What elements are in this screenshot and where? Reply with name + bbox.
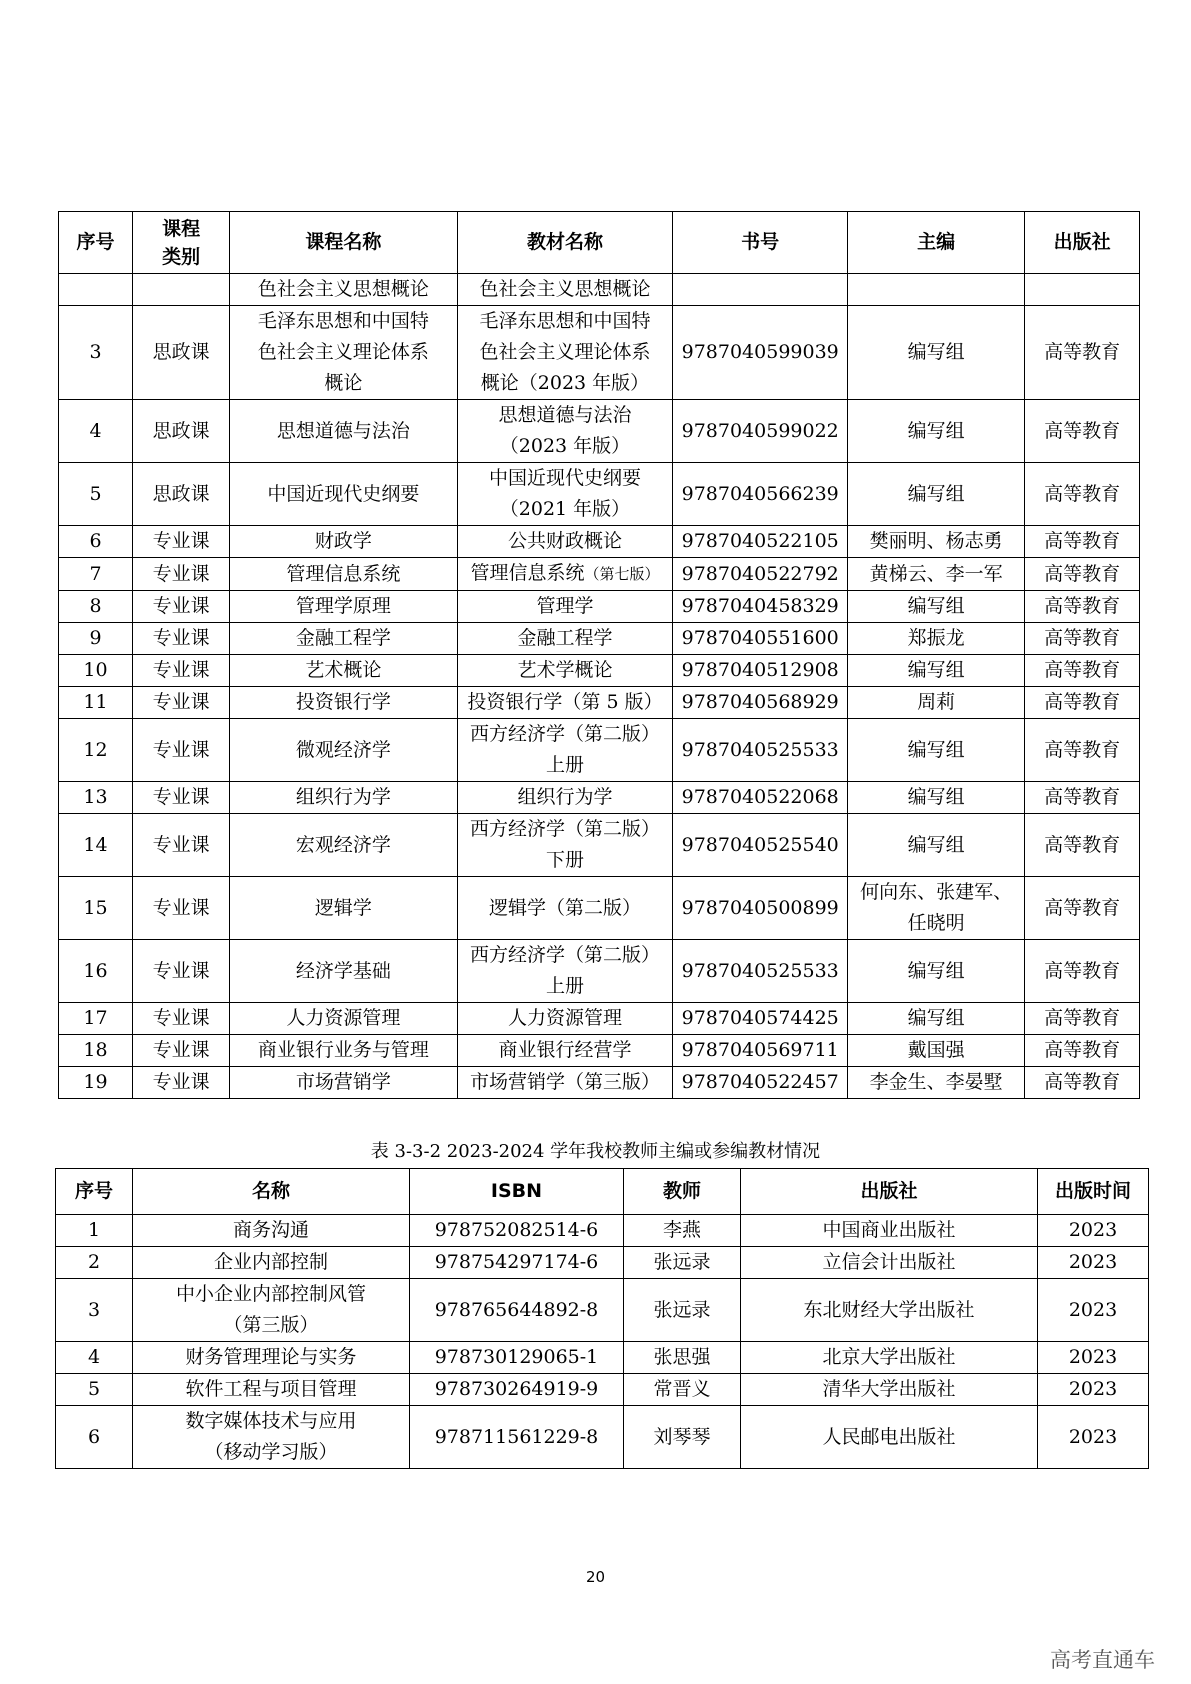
publisher-cell: [1025, 274, 1140, 306]
isbn-cell: 9787040522105: [673, 526, 847, 558]
row-number-cell: 7: [59, 558, 133, 591]
table-row: [56, 1215, 1149, 1247]
course-type-cell: 专业课: [133, 655, 230, 687]
textbook-name-cell: 中国近现代史纲要 （2021 年版）: [457, 463, 673, 526]
isbn-cell: 978765644892-8: [410, 1279, 624, 1342]
isbn-cell: 9787040566239: [673, 463, 847, 526]
textbook-name-cell: 企业内部控制: [133, 1247, 410, 1279]
textbook-name-cell: 数字媒体技术与应用 （移动学习版）: [133, 1406, 410, 1469]
table-row: [59, 1035, 1140, 1067]
course-type-cell: 专业课: [133, 687, 230, 719]
editor-cell: 编写组: [847, 400, 1024, 463]
course-name-cell: 管理学原理: [230, 591, 457, 623]
watermark-text: 高考直通车: [1050, 1648, 1155, 1672]
header-cell: 出版社: [741, 1169, 1038, 1215]
publisher-cell: 高等教育: [1025, 782, 1140, 814]
publish-year-cell: 2023: [1038, 1279, 1149, 1342]
row-number-cell: 14: [59, 814, 133, 877]
table-row: [59, 1067, 1140, 1099]
course-type-cell: 专业课: [133, 1035, 230, 1067]
course-type-cell: 专业课: [133, 782, 230, 814]
publisher-cell: 高等教育: [1025, 719, 1140, 782]
table-row: [59, 687, 1140, 719]
publisher-cell: 高等教育: [1025, 558, 1140, 591]
textbook-name-cell: 中小企业内部控制风管 （第三版）: [133, 1279, 410, 1342]
row-number-cell: 4: [56, 1342, 133, 1374]
textbook-name-text: 管理信息系统: [470, 562, 585, 584]
editor-cell: 编写组: [847, 719, 1024, 782]
textbook-table-body: [59, 274, 1140, 1099]
course-name-cell: 财政学: [230, 526, 457, 558]
teacher-cell: 李燕: [624, 1215, 741, 1247]
editor-cell: 编写组: [847, 655, 1024, 687]
row-number-cell: 12: [59, 719, 133, 782]
publish-year-cell: 2023: [1038, 1342, 1149, 1374]
isbn-cell: 9787040522068: [673, 782, 847, 814]
isbn-cell: 9787040599022: [673, 400, 847, 463]
editor-cell: 编写组: [847, 814, 1024, 877]
isbn-cell: 9787040569711: [673, 1035, 847, 1067]
row-number-cell: 4: [59, 400, 133, 463]
table-row: [59, 877, 1140, 940]
textbook-name-cell: 组织行为学: [457, 782, 673, 814]
row-number-cell: 18: [59, 1035, 133, 1067]
isbn-cell: 9787040525533: [673, 719, 847, 782]
table-row: [59, 274, 1140, 306]
textbook-name-cell: 管理学: [457, 591, 673, 623]
course-type-cell: 思政课: [133, 400, 230, 463]
course-name-cell: 管理信息系统: [230, 558, 457, 591]
table-row: [59, 463, 1140, 526]
header-cell: [133, 212, 230, 274]
publisher-cell: 立信会计出版社: [741, 1247, 1038, 1279]
course-name-cell: 微观经济学: [230, 719, 457, 782]
row-number-cell: 16: [59, 940, 133, 1003]
row-number-cell: [59, 274, 133, 306]
publisher-cell: 高等教育: [1025, 306, 1140, 400]
header-cell: 序号: [59, 212, 133, 274]
textbook-edition-note: （第七版）: [584, 565, 660, 583]
publisher-cell: 高等教育: [1025, 655, 1140, 687]
publisher-cell: 高等教育: [1025, 877, 1140, 940]
course-name-cell: 色社会主义思想概论: [230, 274, 457, 306]
table-row: [56, 1406, 1149, 1469]
publisher-cell: 高等教育: [1025, 591, 1140, 623]
editor-cell: 李金生、李晏墅: [847, 1067, 1024, 1099]
row-number-cell: 3: [59, 306, 133, 400]
publisher-cell: 高等教育: [1025, 526, 1140, 558]
textbook-name-cell: 艺术学概论: [457, 655, 673, 687]
header-cell: 名称: [133, 1169, 410, 1215]
isbn-cell: [673, 274, 847, 306]
textbook-name-cell: 毛泽东思想和中国特 色社会主义理论体系 概论（2023 年版）: [457, 306, 673, 400]
course-name-cell: 市场营销学: [230, 1067, 457, 1099]
course-type-cell: 思政课: [133, 306, 230, 400]
editor-cell: 编写组: [847, 940, 1024, 1003]
editor-cell: 郑振龙: [847, 623, 1024, 655]
course-name-cell: 毛泽东思想和中国特 色社会主义理论体系 概论: [230, 306, 457, 400]
header-cell: 出版社: [1025, 212, 1140, 274]
teacher-cell: 张思强: [624, 1342, 741, 1374]
header-cell-text: 课程 类别: [162, 217, 201, 268]
textbook-name-cell: 金融工程学: [457, 623, 673, 655]
course-name-cell: 经济学基础: [230, 940, 457, 1003]
textbook-name-cell: 财务管理理论与实务: [133, 1342, 410, 1374]
course-type-cell: 专业课: [133, 877, 230, 940]
row-number-cell: 10: [59, 655, 133, 687]
publisher-cell: 中国商业出版社: [741, 1215, 1038, 1247]
course-name-cell: 组织行为学: [230, 782, 457, 814]
editor-cell: [847, 274, 1024, 306]
table-row: [59, 558, 1140, 591]
table-row: [59, 623, 1140, 655]
table-row: [56, 1279, 1149, 1342]
publisher-cell: 高等教育: [1025, 814, 1140, 877]
editor-cell: 戴国强: [847, 1035, 1024, 1067]
isbn-cell: 9787040525533: [673, 940, 847, 1003]
teacher-cell: 常晋义: [624, 1374, 741, 1406]
course-type-cell: [133, 274, 230, 306]
isbn-cell: 978711561229-8: [410, 1406, 624, 1469]
textbook-name-cell: 软件工程与项目管理: [133, 1374, 410, 1406]
row-number-cell: 5: [56, 1374, 133, 1406]
row-number-cell: 3: [56, 1279, 133, 1342]
course-type-cell: 专业课: [133, 719, 230, 782]
teacher-textbook-table-body: [56, 1215, 1149, 1469]
page-number: 20: [585, 1568, 606, 1586]
row-number-cell: 11: [59, 687, 133, 719]
course-type-cell: 专业课: [133, 526, 230, 558]
textbook-table: [58, 211, 1140, 1099]
publish-year-cell: 2023: [1038, 1406, 1149, 1469]
header-cell: 教材名称: [457, 212, 673, 274]
isbn-cell: 9787040568929: [673, 687, 847, 719]
editor-cell: 编写组: [847, 1003, 1024, 1035]
publisher-cell: 高等教育: [1025, 623, 1140, 655]
publish-year-cell: 2023: [1038, 1374, 1149, 1406]
header-cell: 主编: [847, 212, 1024, 274]
publisher-cell: 清华大学出版社: [741, 1374, 1038, 1406]
isbn-cell: 9787040522457: [673, 1067, 847, 1099]
isbn-cell: 978730264919-9: [410, 1374, 624, 1406]
editor-cell: 何向东、张建军、 任晓明: [847, 877, 1024, 940]
isbn-cell: 9787040525540: [673, 814, 847, 877]
row-number-cell: 19: [59, 1067, 133, 1099]
textbook-name-cell: 逻辑学（第二版）: [457, 877, 673, 940]
isbn-cell: 9787040522792: [673, 558, 847, 591]
table-row: [56, 1247, 1149, 1279]
textbook-name-cell: 公共财政概论: [457, 526, 673, 558]
textbook-name-cell: 思想道德与法治 （2023 年版）: [457, 400, 673, 463]
course-type-cell: 专业课: [133, 591, 230, 623]
course-type-cell: 专业课: [133, 940, 230, 1003]
teacher-textbook-table: [55, 1168, 1149, 1469]
isbn-cell: 9787040500899: [673, 877, 847, 940]
header-cell: ISBN: [410, 1169, 624, 1215]
isbn-cell: 9787040458329: [673, 591, 847, 623]
textbook-name-cell: 人力资源管理: [457, 1003, 673, 1035]
isbn-cell: 978754297174-6: [410, 1247, 624, 1279]
table-row: [59, 782, 1140, 814]
isbn-cell: 978730129065-1: [410, 1342, 624, 1374]
row-number-cell: 13: [59, 782, 133, 814]
teacher-cell: 刘琴琴: [624, 1406, 741, 1469]
row-number-cell: 6: [56, 1406, 133, 1469]
publisher-cell: 北京大学出版社: [741, 1342, 1038, 1374]
table-header-row: [56, 1169, 1149, 1215]
textbook-name-cell: 投资银行学（第 5 版）: [457, 687, 673, 719]
publisher-cell: 高等教育: [1025, 400, 1140, 463]
teacher-cell: 张远录: [624, 1247, 741, 1279]
table-row: [59, 940, 1140, 1003]
editor-cell: 樊丽明、杨志勇: [847, 526, 1024, 558]
publisher-cell: 高等教育: [1025, 1035, 1140, 1067]
course-name-cell: 逻辑学: [230, 877, 457, 940]
course-name-cell: 金融工程学: [230, 623, 457, 655]
row-number-cell: 2: [56, 1247, 133, 1279]
course-type-cell: 专业课: [133, 814, 230, 877]
isbn-cell: 978752082514-6: [410, 1215, 624, 1247]
course-type-cell: 思政课: [133, 463, 230, 526]
editor-cell: 周莉: [847, 687, 1024, 719]
row-number-cell: 17: [59, 1003, 133, 1035]
header-cell: 教师: [624, 1169, 741, 1215]
table-row: [59, 655, 1140, 687]
publisher-cell: 高等教育: [1025, 940, 1140, 1003]
course-name-cell: 投资银行学: [230, 687, 457, 719]
publisher-cell: 高等教育: [1025, 687, 1140, 719]
table-caption: 表 3-3-2 2023-2024 学年我校教师主编或参编教材情况: [370, 1141, 821, 1162]
editor-cell: 编写组: [847, 782, 1024, 814]
course-type-cell: 专业课: [133, 558, 230, 591]
publisher-cell: 高等教育: [1025, 463, 1140, 526]
textbook-name-cell: 西方经济学（第二版） 上册: [457, 719, 673, 782]
header-cell: 出版时间: [1038, 1169, 1149, 1215]
header-cell: 课程名称: [230, 212, 457, 274]
publisher-cell: 高等教育: [1025, 1067, 1140, 1099]
course-name-cell: 艺术概论: [230, 655, 457, 687]
editor-cell: 编写组: [847, 306, 1024, 400]
course-name-cell: 思想道德与法治: [230, 400, 457, 463]
row-number-cell: 8: [59, 591, 133, 623]
publisher-cell: 东北财经大学出版社: [741, 1279, 1038, 1342]
header-cell: 书号: [673, 212, 847, 274]
table-row: [56, 1374, 1149, 1406]
row-number-cell: 9: [59, 623, 133, 655]
course-name-cell: 人力资源管理: [230, 1003, 457, 1035]
course-name-cell: 宏观经济学: [230, 814, 457, 877]
table-row: [59, 526, 1140, 558]
table-row: [59, 400, 1140, 463]
textbook-name-cell: 西方经济学（第二版） 上册: [457, 940, 673, 1003]
row-number-cell: 6: [59, 526, 133, 558]
publisher-cell: 高等教育: [1025, 1003, 1140, 1035]
table-row: [59, 719, 1140, 782]
course-type-cell: 专业课: [133, 1067, 230, 1099]
course-type-cell: 专业课: [133, 623, 230, 655]
isbn-cell: 9787040599039: [673, 306, 847, 400]
header-cell: 序号: [56, 1169, 133, 1215]
textbook-name-cell: 市场营销学（第三版）: [457, 1067, 673, 1099]
table-row: [59, 306, 1140, 400]
course-type-cell: 专业课: [133, 1003, 230, 1035]
publish-year-cell: 2023: [1038, 1215, 1149, 1247]
isbn-cell: 9787040574425: [673, 1003, 847, 1035]
table-header-row: [59, 212, 1140, 274]
row-number-cell: 5: [59, 463, 133, 526]
table-row: [59, 591, 1140, 623]
isbn-cell: 9787040512908: [673, 655, 847, 687]
course-name-cell: 商业银行业务与管理: [230, 1035, 457, 1067]
textbook-name-cell: 色社会主义思想概论: [457, 274, 673, 306]
textbook-name-cell: 商务沟通: [133, 1215, 410, 1247]
textbook-name-cell: 西方经济学（第二版） 下册: [457, 814, 673, 877]
teacher-cell: 张远录: [624, 1279, 741, 1342]
table-row: [59, 814, 1140, 877]
publisher-cell: 人民邮电出版社: [741, 1406, 1038, 1469]
row-number-cell: 15: [59, 877, 133, 940]
isbn-cell: 9787040551600: [673, 623, 847, 655]
textbook-name-cell: 商业银行经营学: [457, 1035, 673, 1067]
editor-cell: 黄梯云、李一军: [847, 558, 1024, 591]
publish-year-cell: 2023: [1038, 1247, 1149, 1279]
editor-cell: 编写组: [847, 591, 1024, 623]
table-row: [56, 1342, 1149, 1374]
textbook-name-cell: [457, 558, 673, 591]
course-name-cell: 中国近现代史纲要: [230, 463, 457, 526]
row-number-cell: 1: [56, 1215, 133, 1247]
editor-cell: 编写组: [847, 463, 1024, 526]
table-row: [59, 1003, 1140, 1035]
